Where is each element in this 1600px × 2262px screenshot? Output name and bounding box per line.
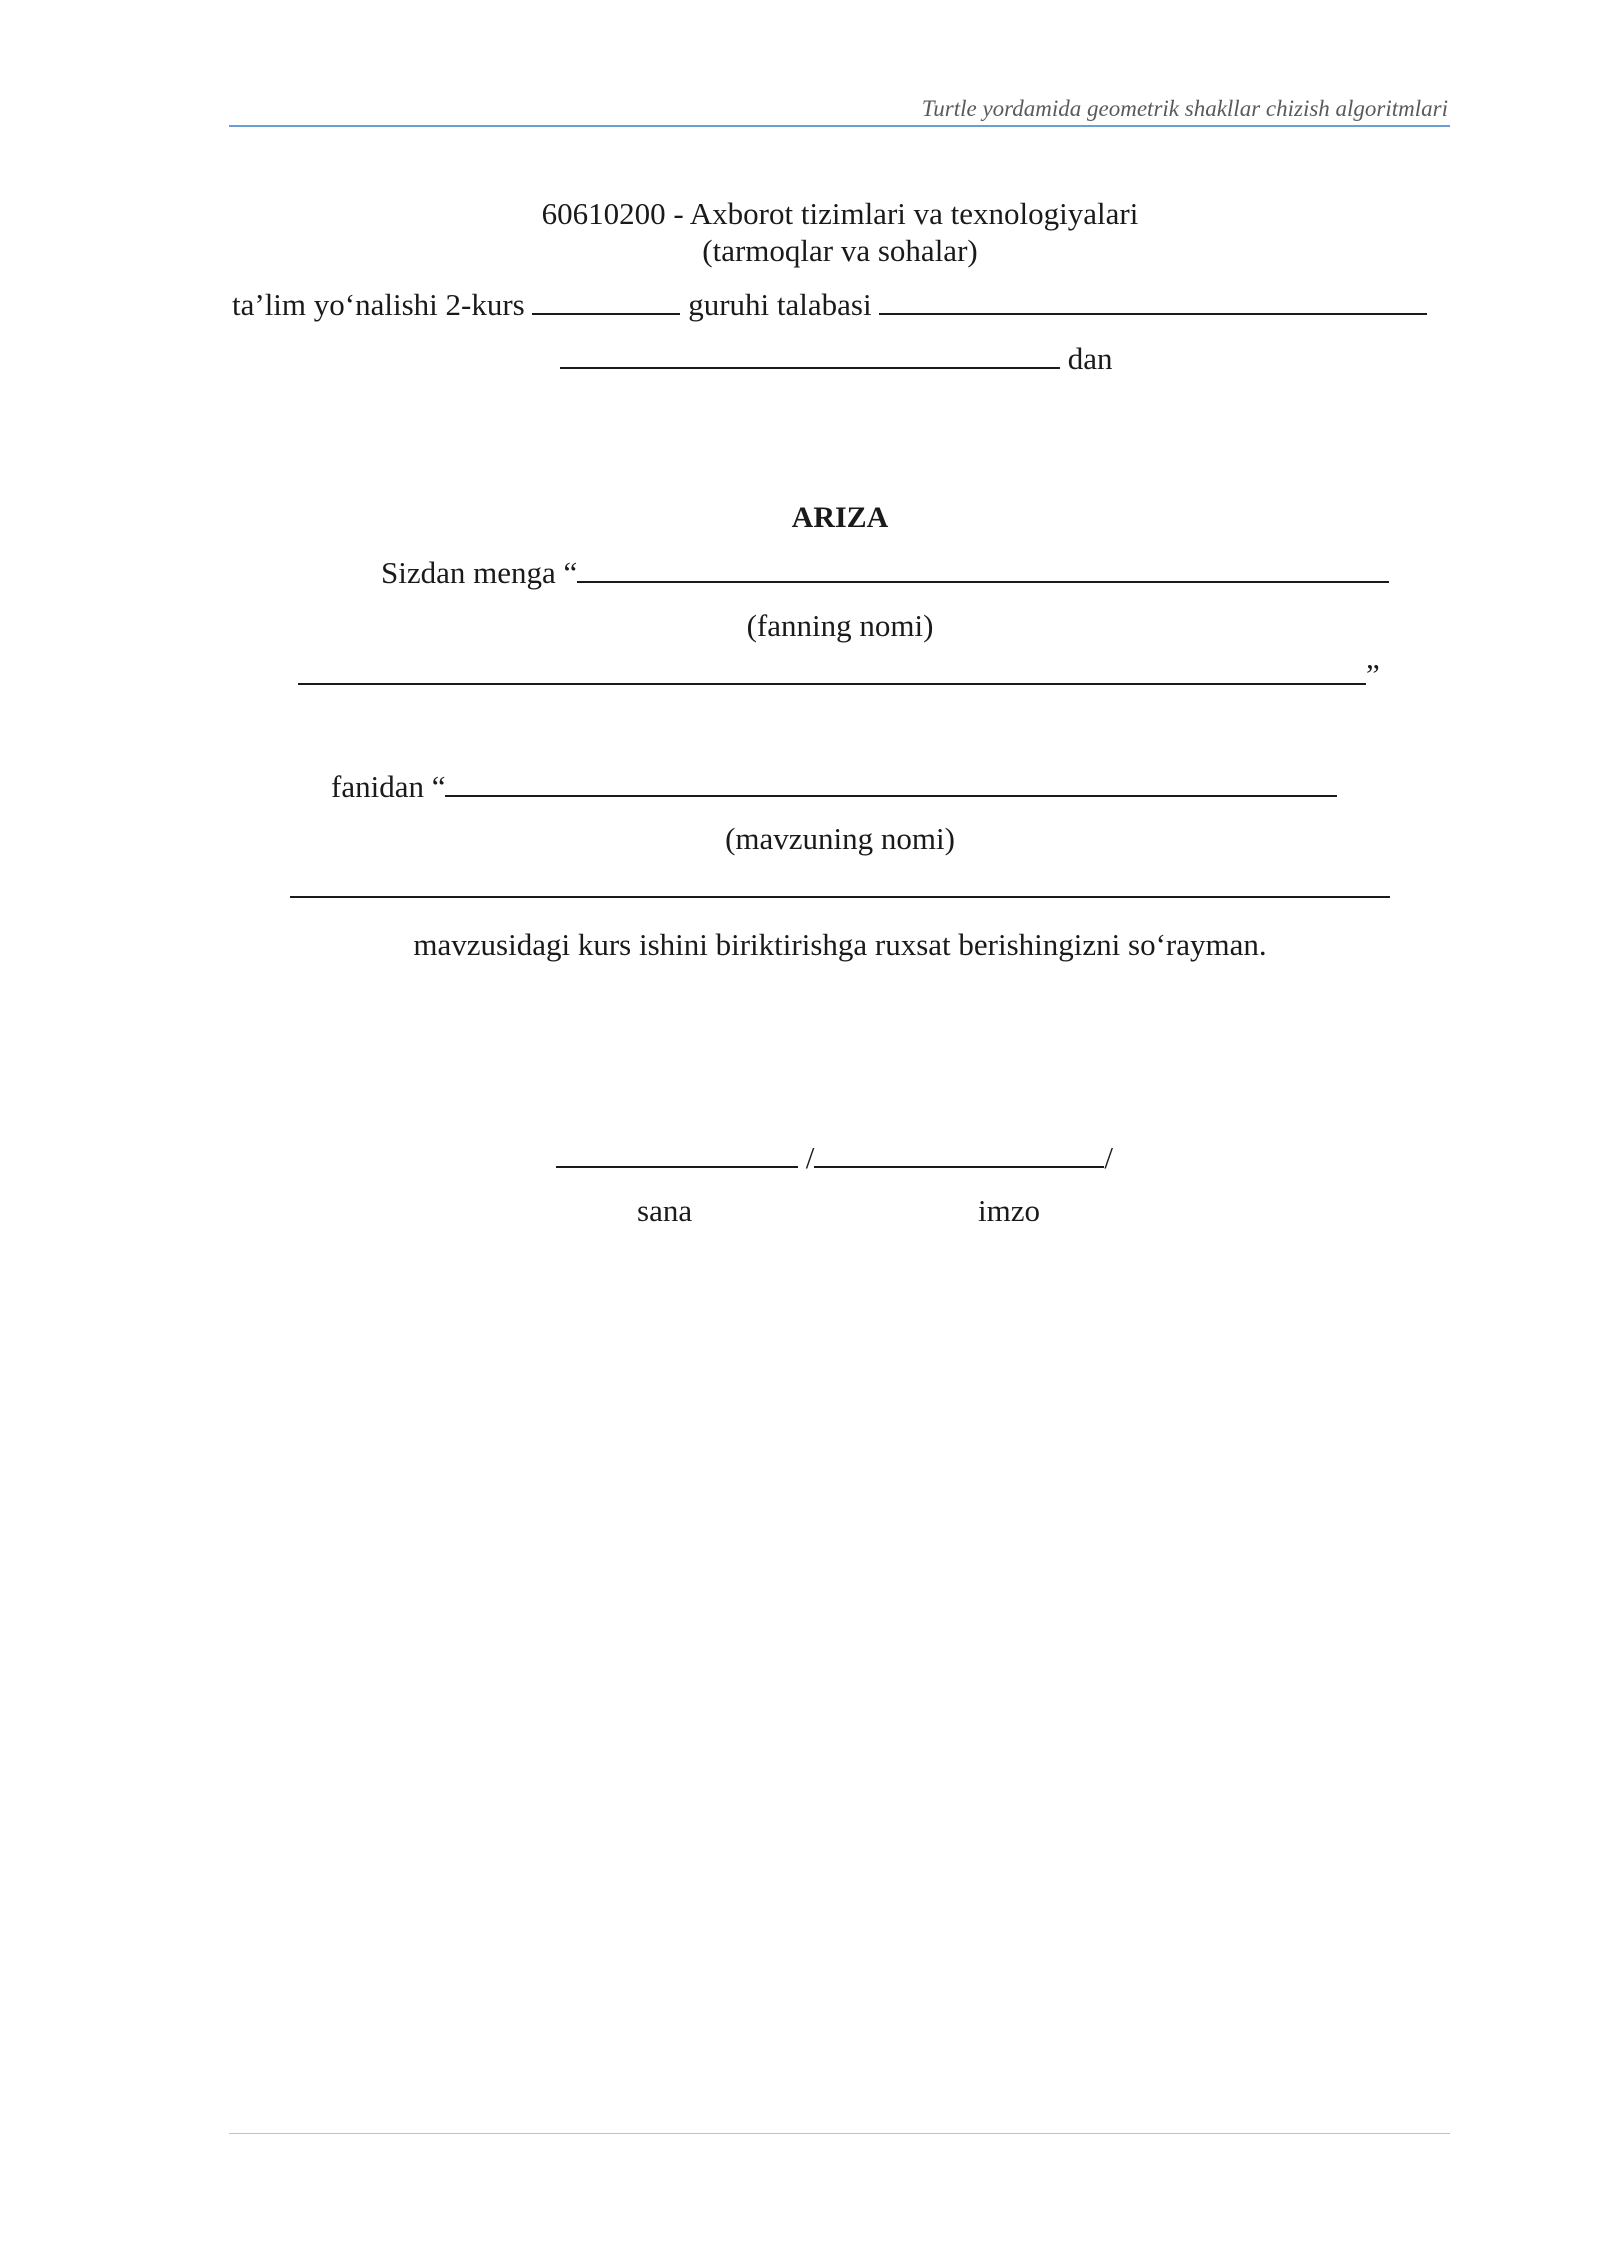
subject-name-blank-2 — [298, 655, 1366, 685]
subject-caption: (fanning nomi) — [746, 608, 934, 643]
signature-label: imzo — [978, 1193, 1040, 1228]
date-label: sana — [637, 1193, 693, 1228]
group-word: guruhi talabasi — [688, 287, 872, 322]
slash-open: / — [805, 1140, 815, 1175]
signature-blank — [814, 1138, 1104, 1168]
request-prefix: Sizdan menga “ — [381, 555, 578, 590]
student-name-blank — [879, 285, 1427, 315]
program-line: 60610200 - Axborot tizimlari va texnologiyalari — [541, 196, 1139, 231]
closing-quote: ” — [1366, 657, 1380, 692]
slash-close: / — [1104, 1140, 1113, 1175]
topic-continuation-line — [290, 868, 1390, 907]
footer-divider — [229, 2133, 1450, 2134]
from-line — [560, 339, 1113, 378]
group-blank — [532, 285, 680, 315]
student-prefix: ta’lim yo‘nalishi 2-kurs — [232, 287, 525, 322]
document-title: ARIZA — [791, 501, 889, 534]
topic-name-blank — [445, 767, 1337, 797]
header-divider — [229, 125, 1450, 127]
topic-prefix: fanidan “ — [331, 769, 446, 804]
from-word: dan — [1067, 341, 1113, 376]
running-header: Turtle yordamida geometrik shakllar chizish algoritmlari — [921, 96, 1448, 121]
program-subline: (tarmoqlar va sohalar) — [702, 233, 978, 268]
topic-caption: (mavzuning nomi) — [725, 821, 955, 856]
final-sentence: mavzusidagi kurs ishini biriktirishga ruxsat berishingizni so‘rayman. — [413, 927, 1267, 962]
student-line — [232, 285, 1427, 324]
request-line — [381, 553, 1389, 592]
signature-line — [556, 1138, 1113, 1177]
topic-name-blank-2 — [290, 868, 1390, 898]
subject-continuation-line — [298, 655, 1380, 694]
subject-name-blank — [577, 553, 1389, 583]
date-blank — [556, 1138, 798, 1168]
student-fullname-blank — [560, 339, 1060, 369]
topic-line — [331, 767, 1337, 806]
